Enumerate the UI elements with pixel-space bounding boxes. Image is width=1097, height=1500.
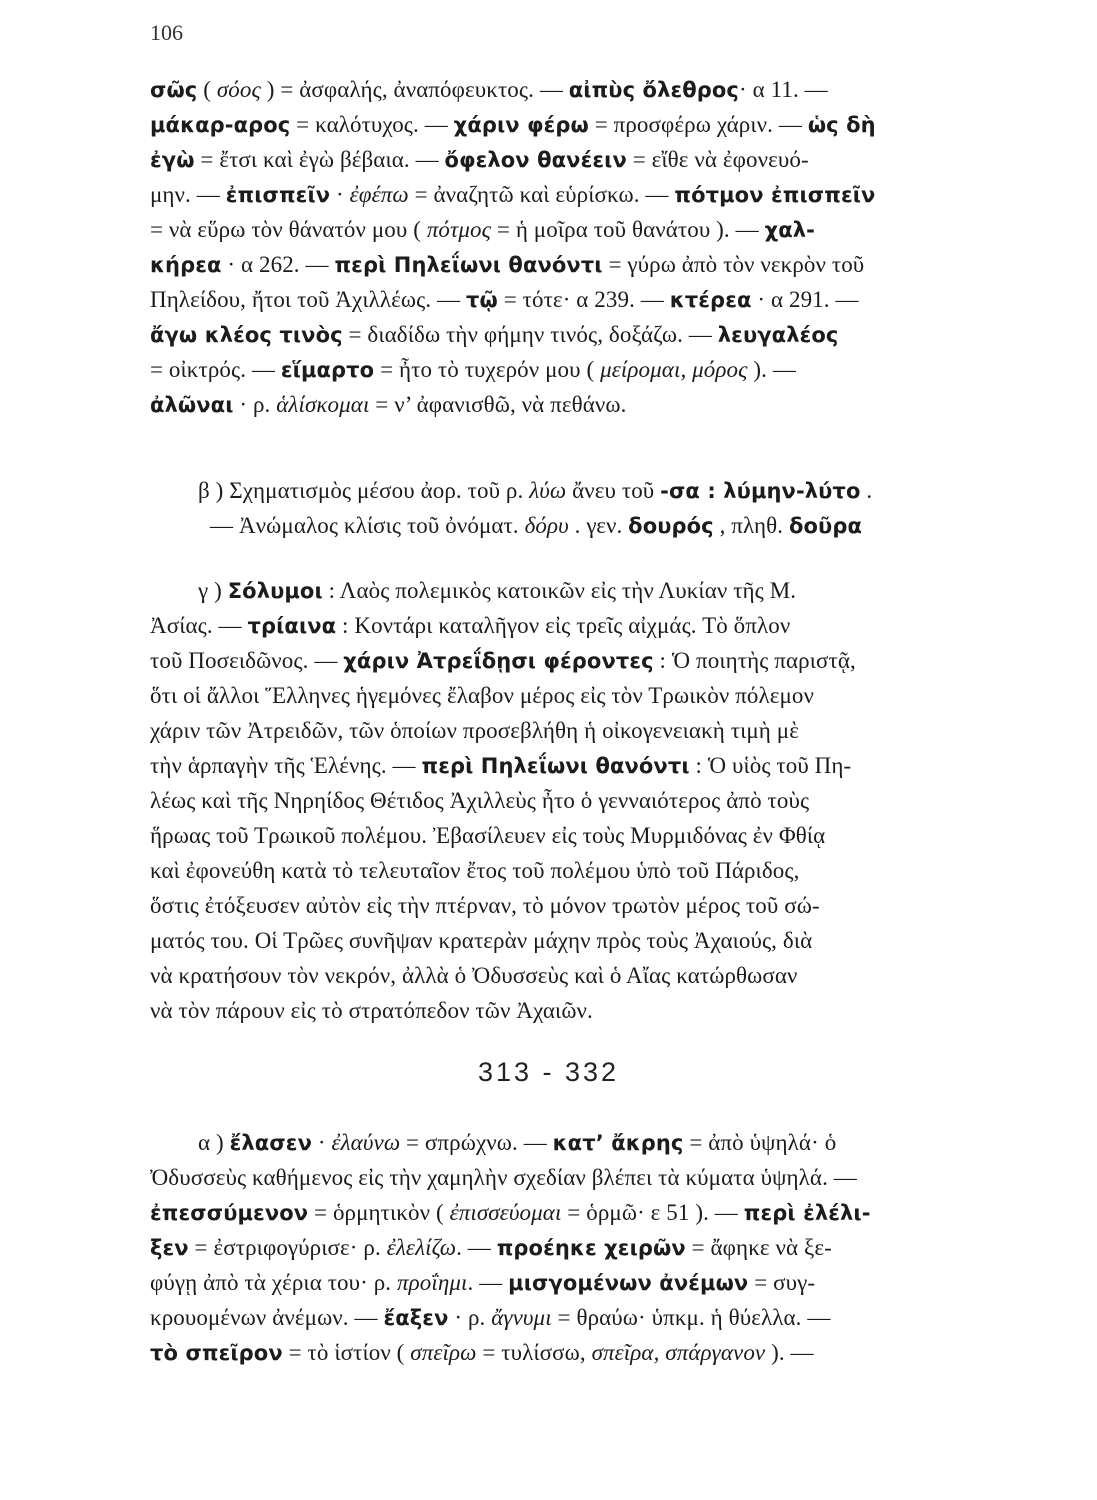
text-line: γ ) Σόλυμοι : Λαὸς πολεμικὸς κατοικῶν εἰς τὴν Λυκίαν τῆς Μ. (198, 578, 797, 603)
text-line: σῶς ( σόος ) = ἀσφαλής, ἀναπόφευκτος. — αἰπὺς ὄλεθρος· α 11. — (150, 77, 828, 102)
text-line: ἥρωας τοῦ Τρωικοῦ πολέμου. Ἐβασίλευεν εἰς τοὺς Μυρμιδόνας ἐν Φθίᾳ (150, 823, 826, 848)
text-line: ἐγὼ = ἔτσι καὶ ἐγὼ βέβαια. — ὄφελον θανέειν = εἴθε νὰ ἐφονευό- (150, 147, 809, 172)
glossary-block-alpha (150, 1125, 1005, 1370)
text-line: τὴν ἁρπαγὴν τῆς Ἑλένης. — περὶ Πηλεΐωνι θανόντι : Ὁ υἱὸς τοῦ Πη- (150, 753, 852, 778)
page-number: 106 (150, 20, 183, 45)
text-line: Πηλείδου, ἤτοι τοῦ Ἀχιλλέως. — τῷ = τότε· α 239. — κτέρεα · α 291. — (150, 287, 859, 312)
text-line: κήρεα · α 262. — περὶ Πηλεΐωνι θανόντι = γύρω ἀπὸ τὸν νεκρὸν τοῦ (150, 252, 865, 277)
text-line: ἄγω κλέος τινὸς = διαδίδω τὴν φήμην τινός, δοξάζω. — λευγαλέος (150, 322, 839, 347)
glossary-block-beta (150, 473, 1005, 543)
text-line: Ἀσίας. — τρίαινα : Κοντάρι καταλῆγον εἰς τρεῖς αἰχμάς. Τὸ ὅπλον (150, 613, 791, 638)
text-line: κρουομένων ἀνέμων. — ἔαξεν · ρ. ἄγνυμι = θραύω· ὑπκμ. ἡ θύελλα. — (150, 1305, 831, 1330)
text-line: τὸ σπεῖρον = τὸ ἱστίον ( σπεῖρω = τυλίσσω, σπεῖρα, σπάργανον ). — (150, 1340, 814, 1365)
text-line: ἐπεσσύμενον = ὁρμητικὸν ( ἐπισσεύομαι = ὁρμῶ· ε 51 ). — περὶ ἐλέλι- (150, 1200, 871, 1225)
section-title: 313 - 332 (477, 1057, 620, 1087)
glossary-block-gamma (150, 573, 1005, 1028)
text-line: χάριν τῶν Ἀτρειδῶν, τῶν ὁποίων προσεβλήθη ἡ οἰκογενειακὴ τιμὴ μὲ (150, 718, 799, 743)
text-line: Ὀδυσσεὺς καθήμενος εἰς τὴν χαμηλὴν σχεδίαν βλέπει τὰ κύματα ὑψηλά. — (150, 1165, 857, 1190)
text-line: καὶ ἐφονεύθη κατὰ τὸ τελευταῖον ἔτος τοῦ πολέμου ὑπὸ τοῦ Πάριδος, (150, 858, 800, 883)
text-line: ξεν = ἐστριφογύρισε· ρ. ἐλελίζω. — προέηκε χειρῶν = ἄφηκε νὰ ξε- (150, 1235, 832, 1260)
text-line: τοῦ Ποσειδῶνος. — χάριν Ἀτρεΐδῃσι φέροντες : Ὁ ποιητὴς παριστᾷ, (150, 648, 856, 673)
text-line: ὅτι οἱ ἄλλοι Ἕλληνες ἡγεμόνες ἔλαβον μέρος εἰς τὸν Τρωικὸν πόλεμον (150, 683, 815, 708)
text-line: = οἰκτρός. — εἵμαρτο = ἦτο τὸ τυχερόν μου ( μείρομαι, μόρος ). — (150, 357, 796, 382)
text-line: β ) Σχηματισμὸς μέσου ἀορ. τοῦ ρ. λύω ἄνευ τοῦ -σα : λύμην-λύτο . (198, 478, 873, 503)
text-line: μάκαρ-αρος = καλότυχος. — χάριν φέρω = προσφέρω χάριν. — ὡς δὴ (150, 112, 876, 137)
text-line: — Ἀνώμαλος κλίσις τοῦ ὀνόματ. δόρυ . γεν. δουρός , πληθ. δοῦρα (210, 513, 862, 538)
text-line: φύγῃ ἀπὸ τὰ χέρια του· ρ. προΐημι. — μισγομένων ἀνέμων = συγ- (150, 1270, 816, 1295)
text-line: λέως καὶ τῆς Νηρηίδος Θέτιδος Ἀχιλλεὺς ἦτο ὁ γενναιότερος ἀπὸ τοὺς (150, 788, 810, 813)
text-line: ματός του. Οἱ Τρῶες συνῆψαν κρατερὰν μάχην πρὸς τοὺς Ἀχαιούς, διὰ (150, 928, 813, 953)
text-line: = νὰ εὕρω τὸν θάνατόν μου ( πότμος = ἡ μοῖρα τοῦ θανάτου ). — χαλ- (150, 217, 815, 242)
glossary-block-1 (150, 72, 1005, 422)
text-line: νὰ τὸν πάρουν εἰς τὸ στρατόπεδον τῶν Ἀχαιῶν. (150, 998, 593, 1023)
text-line: α ) ἔλασεν · ἐλαύνω = σπρώχνω. — κατ’ ἄκρης = ἀπὸ ὑψηλά· ὁ (198, 1130, 837, 1155)
text-line: μην. — ἐπισπεῖν · ἐφέπω = ἀναζητῶ καὶ εὑρίσκω. — πότμον ἐπισπεῖν (150, 182, 876, 207)
text-line: ὅστις ἐτόξευσεν αὐτὸν εἰς τὴν πτέρναν, τὸ μόνον τρωτὸν μέρος τοῦ σώ- (150, 893, 820, 918)
text-line: νὰ κρατήσουν τὸν νεκρόν, ἀλλὰ ὁ Ὀδυσσεὺς καὶ ὁ Αἴας κατώρθωσαν (150, 963, 798, 988)
text-line: ἀλῶναι · ρ. ἁλίσκομαι = ν’ ἀφανισθῶ, νὰ πεθάνω. (150, 392, 627, 417)
